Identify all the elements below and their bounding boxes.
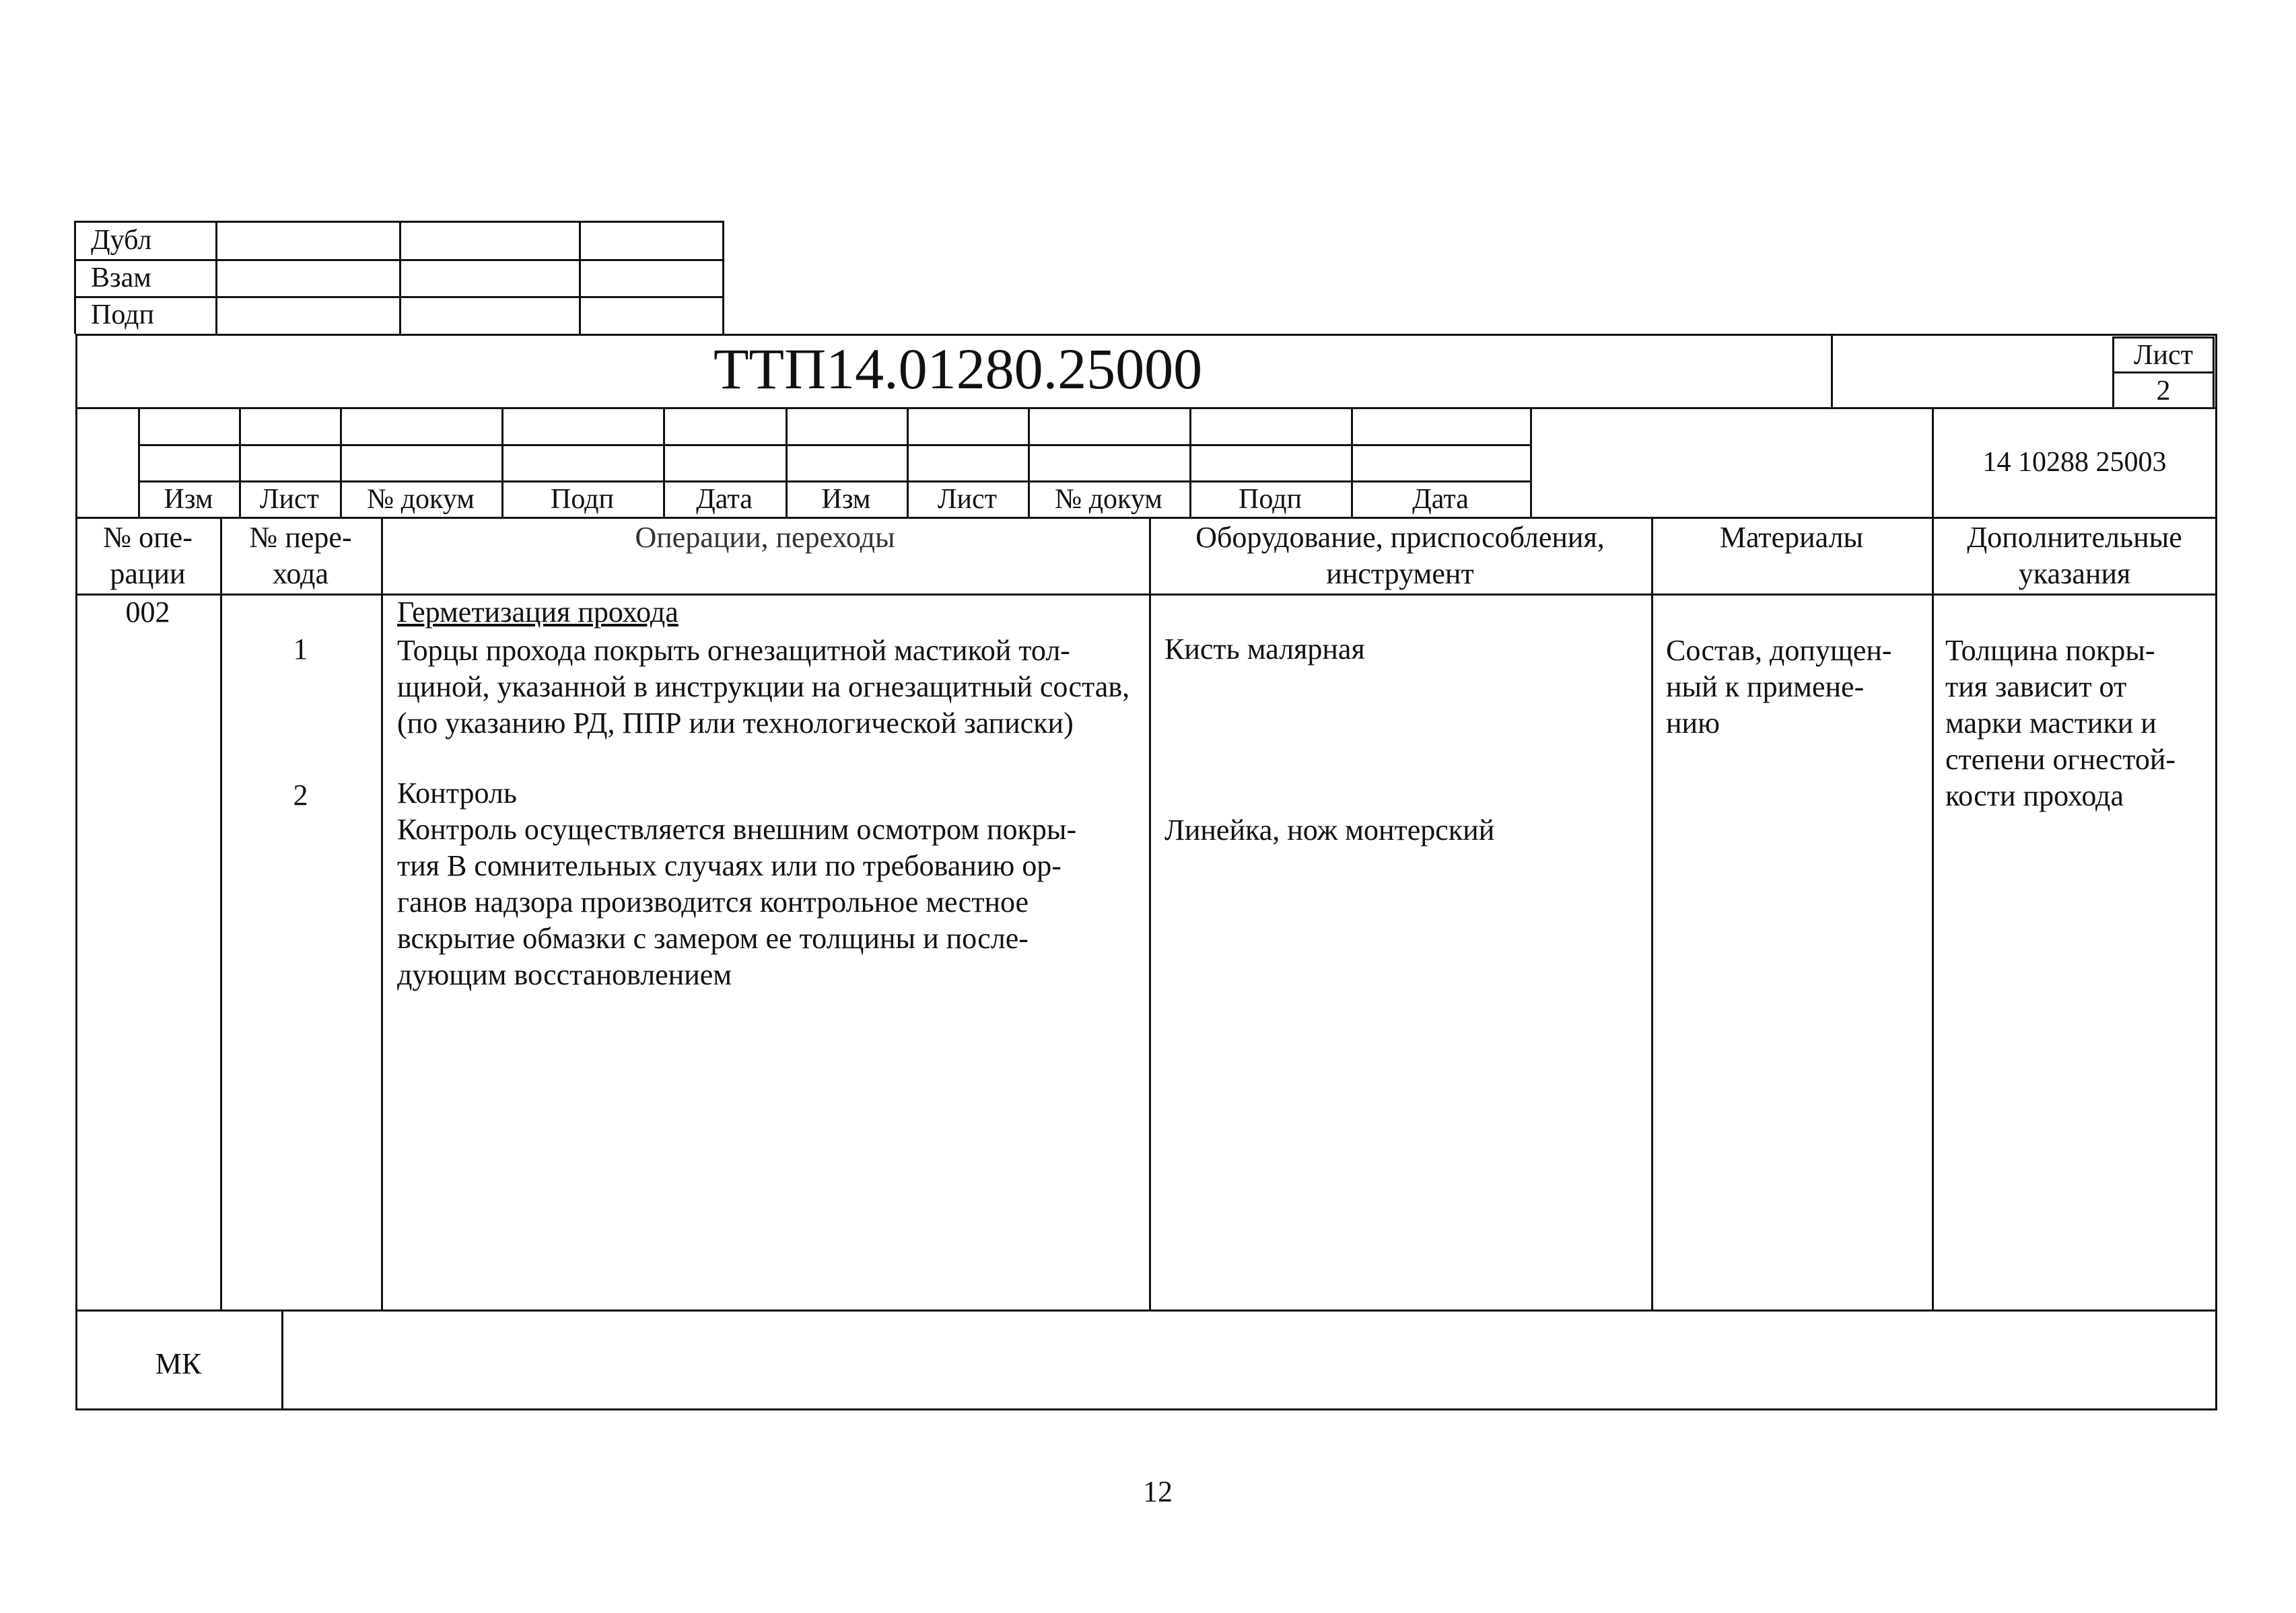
operation-name: Герметизация прохода — [397, 596, 679, 629]
col-header-notes: Дополнительные указания — [1967, 521, 2182, 590]
change-header-list-2: Лист — [938, 484, 997, 515]
step-2-equipment: Линейка, нож монтерский — [1164, 814, 1495, 847]
change-header-izm-1: Изм — [164, 484, 213, 515]
document-number-code: 14 10288 25003 — [1982, 447, 2167, 478]
footer-mk-label: МК — [155, 1347, 202, 1380]
col-header-step-number: № пере- хода — [249, 521, 352, 590]
step-1-text: Торцы прохода покрыть огнезащитной мастикой тол- щиной, указанной в инструкции на огнезащитный состав, (по указанию РД, ППР или технологической записки) — [397, 634, 1130, 740]
step-1-equipment: Кисть малярная — [1164, 633, 1365, 666]
sheet-label: Лист — [2134, 340, 2193, 371]
document-code: ТТП14.01280.25000 — [714, 336, 1203, 401]
step-2-text: Контроль осуществляется внешним осмотром покры- тия В сомнительных случаях или по требованию ор- ганов надзора производится контрольное местное вскрытие обмазки с замером ее толщины и после- дующим восстановлением — [397, 813, 1077, 991]
change-header-date-2: Дата — [1412, 484, 1469, 515]
page-number: 12 — [1143, 1475, 1173, 1508]
dubl-label: Дубл — [91, 225, 152, 256]
change-header-izm-2: Изм — [821, 484, 871, 515]
change-header-doc-2: № докум — [1055, 484, 1162, 515]
change-header-doc-1: № докум — [367, 484, 475, 515]
col-header-equipment: Оборудование, приспособления, инструмент — [1195, 521, 1605, 590]
materials-text: Состав, допущен- ный к примене- нию — [1666, 634, 1892, 740]
operation-number: 002 — [125, 596, 170, 629]
vzam-label: Взам — [91, 262, 151, 293]
podp-label: Подп — [91, 299, 154, 330]
sheet-number: 2 — [2156, 375, 2171, 406]
col-header-materials: Материалы — [1719, 521, 1864, 554]
step-2-title: Контроль — [397, 777, 517, 810]
change-header-list-1: Лист — [260, 484, 319, 515]
col-header-operations: Операции, переходы — [635, 521, 895, 554]
step-1-number: 1 — [293, 633, 308, 666]
change-header-date-1: Дата — [696, 484, 753, 515]
step-2-number: 2 — [293, 779, 308, 812]
change-header-podp-2: Подп — [1239, 484, 1302, 515]
notes-text: Толщина покры- тия зависит от марки мастики и степени огнестой- кости прохода — [1945, 634, 2176, 812]
col-header-op-number: № опе- рации — [103, 521, 193, 590]
change-header-podp-1: Подп — [551, 484, 614, 515]
